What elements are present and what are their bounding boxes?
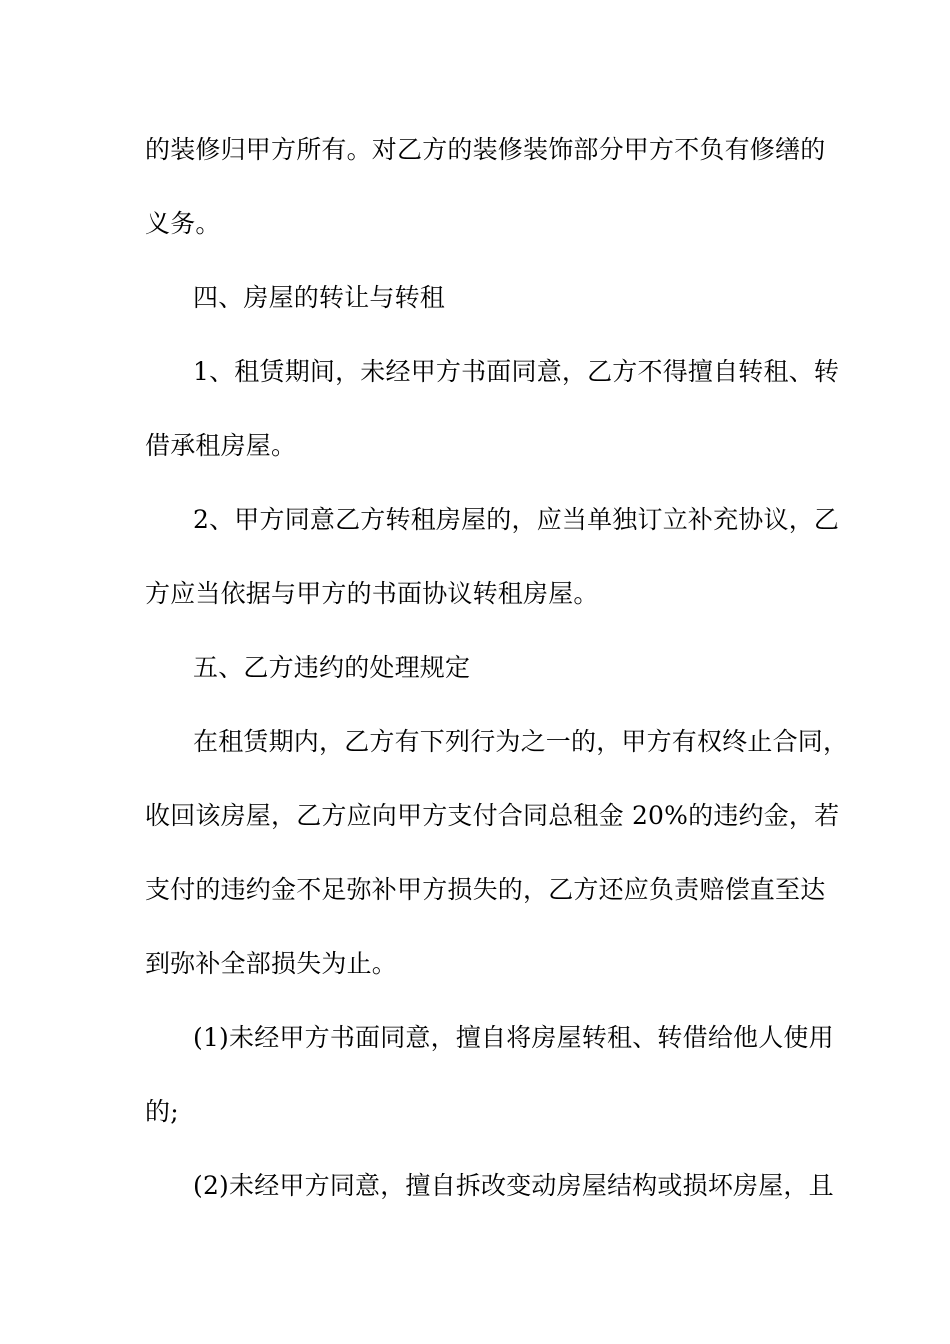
document-body	[145, 128, 849, 1238]
text-line: 收回该房屋，乙方应向甲方支付合同总租金 20%的违约金，若	[145, 801, 840, 830]
section-heading: 五、乙方违约的处理规定	[193, 653, 471, 682]
text-line: 支付的违约金不足弥补甲方损失的，乙方还应负责赔偿直至达	[145, 875, 826, 904]
text-line: 在租赁期内，乙方有下列行为之一的，甲方有权终止合同，	[193, 727, 849, 756]
text-line: 义务。	[145, 209, 221, 238]
text-line: 借承租房屋。	[145, 431, 297, 460]
text-line: 的装修归甲方所有。对乙方的装修装饰部分甲方不负有修缮的	[145, 135, 826, 164]
text-line: (1)未经甲方书面同意，擅自将房屋转租、转借给他人使用	[193, 1023, 834, 1052]
text-line: (2)未经甲方同意，擅自拆改变动房屋结构或损坏房屋，且	[193, 1171, 834, 1200]
text-line: 方应当依据与甲方的书面协议转租房屋。	[145, 579, 599, 608]
text-line: 的;	[145, 1097, 179, 1126]
text-line: 1、租赁期间，未经甲方书面同意，乙方不得擅自转租、转	[193, 357, 840, 386]
text-line: 到弥补全部损失为止。	[145, 949, 398, 978]
text-line: 2、甲方同意乙方转租房屋的，应当单独订立补充协议，乙	[193, 505, 840, 534]
section-heading: 四、房屋的转让与转租	[193, 283, 446, 312]
